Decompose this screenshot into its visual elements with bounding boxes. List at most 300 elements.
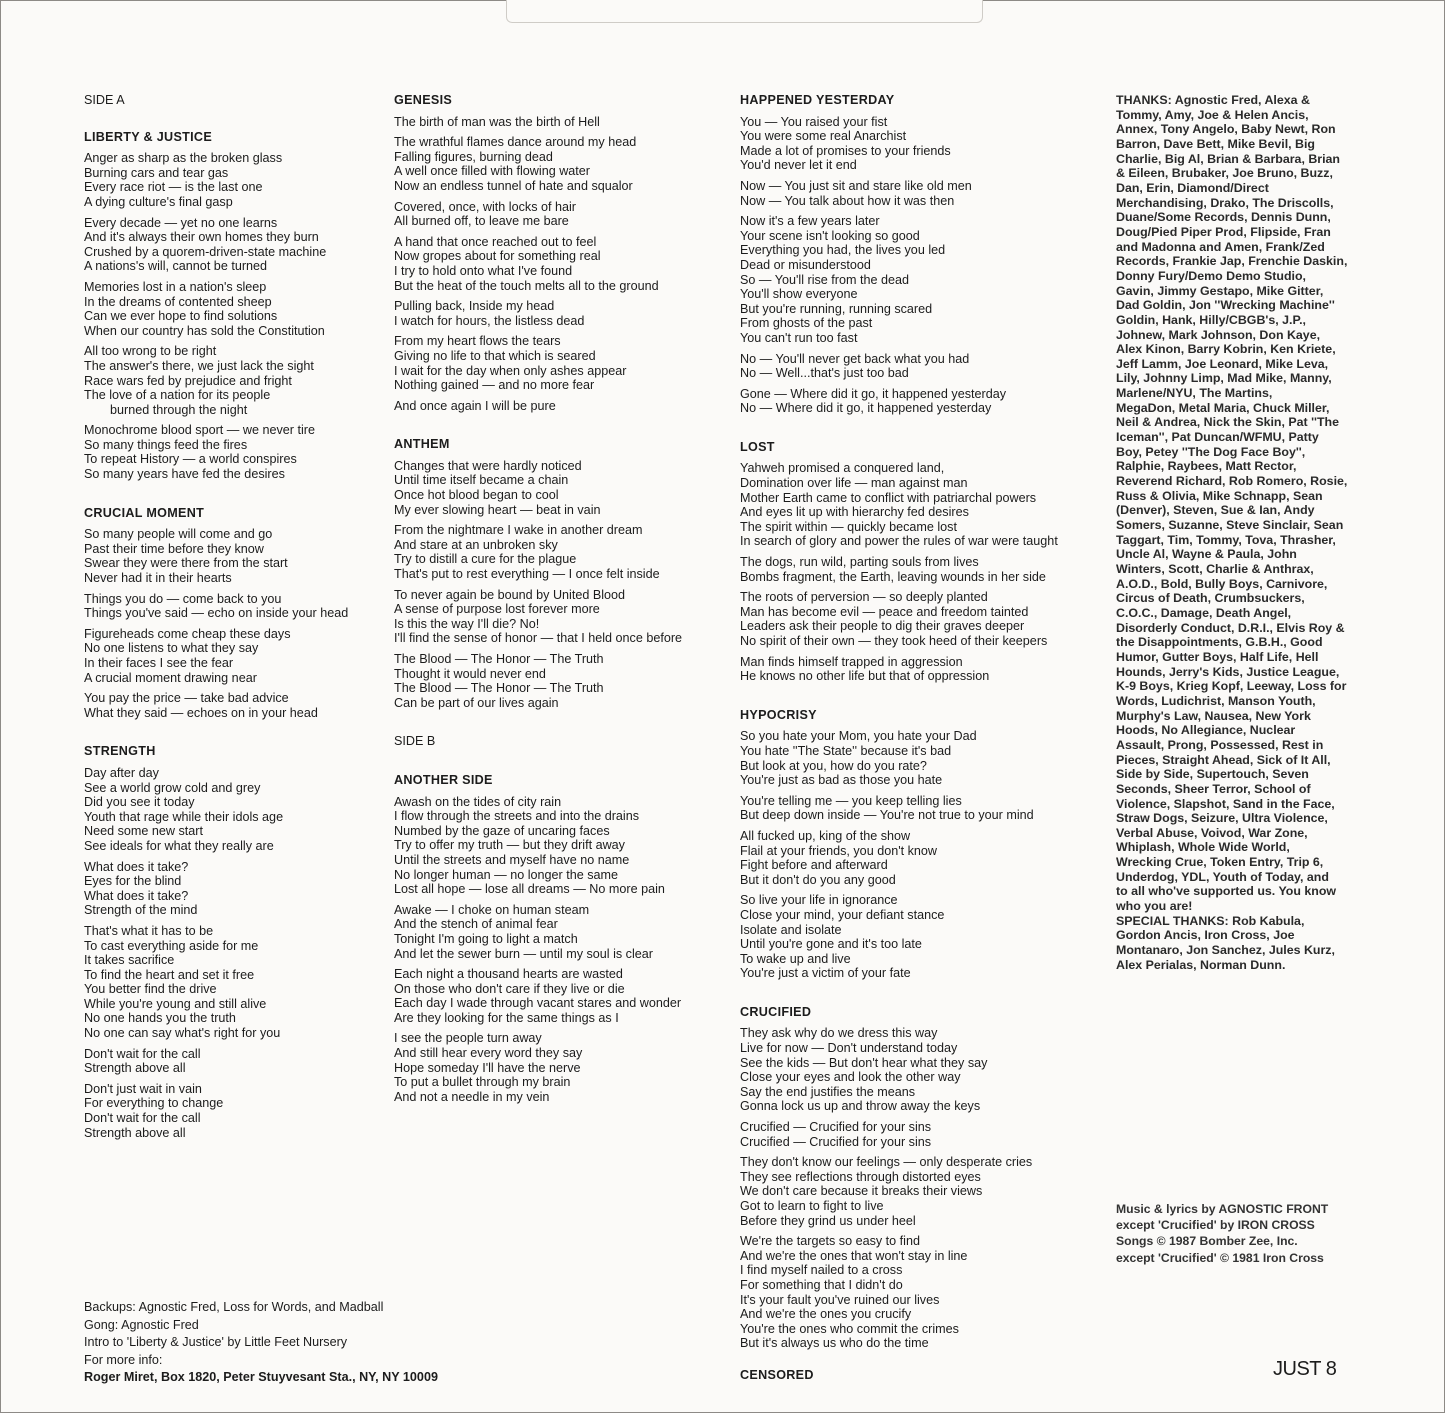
thanks-text: MegaDon, Metal Maria, Chuck Miller, bbox=[1116, 400, 1330, 415]
song-title: ANOTHER SIDE bbox=[394, 772, 493, 787]
lyric-line: Dead or misunderstood bbox=[740, 257, 871, 272]
stanza bbox=[740, 352, 1105, 381]
thanks-line bbox=[1116, 445, 1356, 460]
lyric-line: For everything to change bbox=[84, 1096, 224, 1111]
thanks-line bbox=[1116, 855, 1356, 870]
thanks-text: and Madonna and Amen, Frank/Zed bbox=[1116, 239, 1325, 254]
stanza bbox=[84, 627, 384, 685]
lyric-line: Crucified — Crucified for your sins bbox=[740, 1120, 932, 1135]
thanks-line bbox=[1116, 738, 1356, 753]
lyric-line: And the stench of animal fear bbox=[394, 917, 558, 932]
lyric-line: Strength of the mind bbox=[84, 903, 198, 918]
lyric-line: Strength above all bbox=[84, 1125, 186, 1140]
thanks-line bbox=[1116, 474, 1356, 489]
stanza bbox=[740, 461, 1105, 549]
lyric-line: To find the heart and set it free bbox=[84, 967, 255, 982]
lyric-line: I see the people turn away bbox=[394, 1031, 542, 1046]
lyric-line: No one listens to what they say bbox=[84, 641, 259, 656]
stanza bbox=[394, 795, 724, 897]
lyric-line: The dogs, run wild, parting souls from lives bbox=[740, 555, 979, 570]
thanks-line bbox=[1116, 797, 1356, 812]
lyric-line: So many years have fed the desires bbox=[84, 467, 285, 482]
lyric-line: Awash on the tides of city rain bbox=[394, 794, 562, 809]
thanks-text: Charlie, Big Al, Brian & Barbara, Brian bbox=[1116, 151, 1341, 166]
catalog-number: JUST 8 bbox=[1273, 1358, 1337, 1380]
thanks-text: Assault, Prong, Possessed, Rest in bbox=[1116, 737, 1324, 752]
stanza bbox=[740, 829, 1105, 887]
thanks-text: Words, Ludichrist, Manson Youth, bbox=[1116, 693, 1316, 708]
song-title: HYPOCRISY bbox=[740, 707, 817, 722]
thanks-line bbox=[1116, 606, 1356, 621]
lyric-line: Eyes for the blind bbox=[84, 874, 182, 889]
lyric-line: No one can say what's right for you bbox=[84, 1026, 281, 1041]
lyric-line: Nothing gained — and no more fear bbox=[394, 378, 595, 393]
thanks-text: Ralphie, Raybees, Matt Rector, bbox=[1116, 459, 1297, 474]
lyric-line: Strength above all bbox=[84, 1061, 186, 1076]
thanks-line bbox=[1116, 870, 1356, 885]
thanks-line bbox=[1116, 328, 1356, 343]
side-b-label: SIDE B bbox=[394, 734, 436, 749]
lyric-line: On those who don't care if they live or die bbox=[394, 981, 625, 996]
lyric-line: I find myself nailed to a cross bbox=[740, 1263, 903, 1278]
lyric-line: And not a needle in my vein bbox=[394, 1089, 550, 1104]
thanks-line bbox=[1116, 782, 1356, 797]
lyric-line: And stare at an unbroken sky bbox=[394, 537, 558, 552]
lyric-line: Until time itself became a chain bbox=[394, 473, 569, 488]
thanks-line bbox=[1116, 122, 1356, 137]
song bbox=[740, 708, 1105, 981]
lyric-line: Gonna lock us up and throw away the keys bbox=[740, 1099, 981, 1114]
stanza bbox=[84, 527, 384, 585]
thanks-block bbox=[1116, 93, 1356, 972]
stanza bbox=[740, 179, 1105, 208]
thanks-text: Somers, Suzanne, Steve Sinclair, Sean bbox=[1116, 518, 1344, 533]
stanza bbox=[394, 903, 724, 961]
lyric-line: Monochrome blood sport — we never tire bbox=[84, 423, 315, 438]
lyric-line: Now — You just sit and stare like old men bbox=[740, 178, 972, 193]
lyric-line: I try to hold onto what I've found bbox=[394, 263, 573, 278]
lyric-line: That's put to rest everything — I once felt inside bbox=[394, 567, 660, 582]
lyric-line: Until the streets and myself have no name bbox=[394, 852, 630, 867]
music-credit-line: except 'Crucified' © 1981 Iron Cross bbox=[1116, 1250, 1324, 1265]
stanza bbox=[740, 387, 1105, 416]
thanks-line bbox=[1116, 635, 1356, 650]
stanza bbox=[84, 592, 384, 621]
lyric-line: To wake up and live bbox=[740, 951, 851, 966]
thanks-text: to all who've supported us. You know bbox=[1116, 884, 1337, 899]
thanks-text: Annex, Tony Angelo, Baby Newt, Ron bbox=[1116, 122, 1336, 137]
stanza bbox=[394, 334, 724, 392]
thanks-text: Disorderly Conduct, D.R.I., Elvis Roy & bbox=[1116, 620, 1345, 635]
lyric-line: A nations's will, cannot be turned bbox=[84, 259, 268, 274]
thanks-line bbox=[1116, 591, 1356, 606]
lyric-line: No — Well...that's just too bad bbox=[740, 366, 909, 381]
lyric-line: And let the sewer burn — until my soul is clear bbox=[394, 946, 653, 961]
credit-line: Roger Miret, Box 1820, Peter Stuyvesant Sta., NY, NY 10009 bbox=[84, 1370, 438, 1385]
special-thanks-text: Montanaro, Jon Sanchez, Jules Kurz, bbox=[1116, 943, 1335, 958]
thanks-text: Boy, Petey ''The Dog Face Boy'', bbox=[1116, 444, 1306, 459]
lyric-line: Things you've said — echo on inside your head bbox=[84, 606, 349, 621]
lyric-line: No one hands you the truth bbox=[84, 1011, 236, 1026]
music-credit-line: Music & lyrics by AGNOSTIC FRONT bbox=[1116, 1202, 1329, 1216]
lyric-line: So many things feed the fires bbox=[84, 437, 248, 452]
thanks-text: A.O.D., Bold, Bully Boys, Carnivore, bbox=[1116, 576, 1328, 591]
thanks-text: Humor, Gutter Boys, Half Life, Hell bbox=[1116, 649, 1319, 664]
sleeve-notch bbox=[506, 0, 983, 23]
lyric-line: And it's always their own homes they burn bbox=[84, 230, 319, 245]
lyric-line: To cast everything aside for me bbox=[84, 938, 259, 953]
music-credit-line: except 'Crucified' by IRON CROSS bbox=[1116, 1218, 1315, 1233]
lyric-line: A dying culture's final gasp bbox=[84, 194, 233, 209]
lyric-line: No spirit of their own — they took heed of their keepers bbox=[740, 634, 1048, 648]
thanks-line bbox=[1116, 503, 1356, 518]
special-thanks-label: SPECIAL THANKS: bbox=[1116, 913, 1229, 928]
lyric-line: Domination over life — man against man bbox=[740, 476, 968, 491]
thanks-text: Russ & Olivia, Mike Schnapp, Sean bbox=[1116, 488, 1323, 503]
lyric-line: When our country has sold the Constitution bbox=[84, 323, 325, 338]
thanks-text: Seconds, Sheer Terror, School of bbox=[1116, 781, 1311, 796]
lyric-line: Need some new start bbox=[84, 824, 203, 839]
lyric-line: Thought it would never end bbox=[394, 666, 546, 681]
lyric-line: Fight before and afterward bbox=[740, 858, 888, 873]
thanks-text: who you are! bbox=[1116, 899, 1193, 914]
column-2 bbox=[394, 93, 724, 1128]
lyric-line: From my heart flows the tears bbox=[394, 334, 561, 349]
thanks-label: THANKS: bbox=[1116, 93, 1172, 107]
thanks-text: Records, Frankie Jap, Frenchie Daskin, bbox=[1116, 254, 1348, 269]
song-title: LOST bbox=[740, 439, 775, 454]
thanks-text: Marlene/NYU, The Martins, bbox=[1116, 386, 1273, 401]
lyric-line: Falling figures, burning dead bbox=[394, 149, 553, 164]
lyric-line: To put a bullet through my brain bbox=[394, 1075, 571, 1090]
lyric-line: burned through the night bbox=[110, 402, 248, 417]
lyric-line: Awake — I choke on human steam bbox=[394, 902, 590, 917]
stanza bbox=[740, 214, 1105, 345]
lyric-line: Man finds himself trapped in aggression bbox=[740, 654, 963, 669]
lyric-line: Everything you had, the lives you led bbox=[740, 243, 946, 258]
lyric-line: Every decade — yet no one learns bbox=[84, 215, 278, 230]
thanks-line bbox=[1116, 459, 1356, 474]
lyric-line: No longer human — no longer the same bbox=[394, 867, 619, 882]
thanks-text: Merchandising, Drako, The Driscolls, bbox=[1116, 195, 1334, 210]
column-2-songs bbox=[394, 93, 724, 710]
song-title: STRENGTH bbox=[84, 744, 156, 759]
thanks-text: (Denver), Steven, Sue & Ian, Andy bbox=[1116, 503, 1315, 518]
lyric-line: And we're the ones that won't stay in line bbox=[740, 1248, 968, 1263]
credit-line: Backups: Agnostic Fred, Loss for Words, and Madball bbox=[84, 1300, 384, 1314]
thanks-line bbox=[1116, 840, 1356, 855]
thanks-line bbox=[1116, 254, 1356, 269]
lyric-line: Live for now — Don't understand today bbox=[740, 1041, 958, 1056]
thanks-line bbox=[1116, 723, 1356, 738]
lyric-line: Your scene isn't looking so good bbox=[740, 228, 920, 243]
lyric-line: It's your fault you've ruined our lives bbox=[740, 1292, 940, 1307]
thanks-line bbox=[1116, 93, 1356, 108]
thanks-text: Reverend Richard, Rob Romero, Rosie, bbox=[1116, 474, 1348, 489]
song-title: CRUCIAL MOMENT bbox=[84, 505, 205, 520]
song bbox=[394, 93, 724, 413]
thanks-text: Wrecking Crue, Token Entry, Trip 6, bbox=[1116, 855, 1324, 870]
thanks-text: Winters, Scott, Charlie & Anthrax, bbox=[1116, 562, 1314, 576]
thanks-line bbox=[1116, 386, 1356, 401]
lyric-line: See the kids — But don't hear what they say bbox=[740, 1055, 988, 1070]
lyric-line: Try to offer my truth — but they drift away bbox=[394, 838, 625, 853]
thanks-line bbox=[1116, 166, 1356, 181]
stanza bbox=[84, 924, 384, 1041]
thanks-line bbox=[1116, 225, 1356, 240]
lyric-line: In the dreams of contented sheep bbox=[84, 294, 272, 309]
thanks-line bbox=[1116, 826, 1356, 841]
lyric-line: You're telling me — you keep telling lies bbox=[740, 793, 962, 808]
lyric-line: A hand that once reached out to feel bbox=[394, 234, 597, 249]
stanza bbox=[84, 216, 384, 274]
lyric-line: Every race riot — is the last one bbox=[84, 180, 263, 195]
thanks-line bbox=[1116, 357, 1356, 372]
lyric-line: Don't just wait in vain bbox=[84, 1081, 202, 1096]
song-title: GENESIS bbox=[394, 93, 453, 107]
lyric-line: Once hot blood began to cool bbox=[394, 488, 559, 503]
lyric-line: Memories lost in a nation's sleep bbox=[84, 279, 267, 294]
lyric-line: You're just a victim of your fate bbox=[740, 966, 911, 981]
thanks-text: K-9 Boys, Krieg Kopf, Leeway, Loss for bbox=[1116, 679, 1347, 694]
lyric-line: Until you're gone and it's too late bbox=[740, 937, 922, 952]
thanks-line bbox=[1116, 342, 1356, 357]
thanks-text: Verbal Abuse, Voivod, War Zone, bbox=[1116, 825, 1308, 840]
lyric-line: To never again be bound by United Blood bbox=[394, 587, 626, 602]
thanks-text: Iceman'', Pat Duncan/WFMU, Patty bbox=[1116, 430, 1319, 445]
thanks-text: Johnew, Mark Johnson, Don Kaye, bbox=[1116, 327, 1321, 342]
song-title: ANTHEM bbox=[394, 437, 450, 452]
lyric-line: The love of a nation for its people bbox=[84, 388, 271, 403]
thanks-line bbox=[1116, 430, 1356, 445]
column-3-songs bbox=[740, 93, 1105, 1351]
lyric-line: Mother Earth came to conflict with patriarchal powers bbox=[740, 490, 1037, 505]
thanks-line bbox=[1116, 884, 1356, 899]
thanks-text: Circus of Death, Crumbsuckers, bbox=[1116, 591, 1305, 606]
lyric-line: And still hear every word they say bbox=[394, 1046, 583, 1061]
stanza bbox=[394, 523, 724, 581]
lyric-line: Figureheads come cheap these days bbox=[84, 626, 291, 641]
lyric-line: Can be part of our lives again bbox=[394, 695, 559, 710]
thanks-line bbox=[1116, 152, 1356, 167]
lyric-line: Try to distill a cure for the plague bbox=[394, 552, 577, 567]
thanks-text: Alex Kinon, Barry Kobrin, Ken Kriete, bbox=[1116, 342, 1336, 357]
lyric-line: Covered, once, with locks of hair bbox=[394, 199, 576, 214]
lyric-line: You can't run too fast bbox=[740, 330, 858, 345]
lyric-line: From the nightmare I wake in another dream bbox=[394, 523, 643, 538]
lyric-line: Made a lot of promises to your friends bbox=[740, 143, 951, 158]
lyric-line: While you're young and still alive bbox=[84, 996, 267, 1011]
lyric-line: A crucial moment drawing near bbox=[84, 670, 257, 685]
stanza bbox=[740, 729, 1105, 787]
thanks-line bbox=[1116, 811, 1356, 826]
lyric-line: You pay the price — take bad advice bbox=[84, 691, 289, 706]
lyric-line: Can we ever hope to find solutions bbox=[84, 309, 278, 324]
lyric-line: But it don't do you any good bbox=[740, 872, 896, 887]
stanza bbox=[740, 555, 1105, 584]
lyric-line: Are they looking for the same things as I bbox=[394, 1010, 619, 1025]
lyric-line: Youth that rage while their idols age bbox=[84, 809, 284, 824]
thanks-text: the Disappointments, G.B.H., Good bbox=[1116, 635, 1323, 650]
credit-line: Intro to 'Liberty & Justice' by Little Feet Nursery bbox=[84, 1335, 348, 1350]
lyric-line: Each day I wade through vacant stares and wonder bbox=[394, 996, 682, 1011]
lyric-line: Giving no life to that which is seared bbox=[394, 348, 596, 363]
lyric-line: You're the ones who commit the crimes bbox=[740, 1321, 959, 1336]
stanza bbox=[394, 200, 724, 229]
lyric-line: Now it's a few years later bbox=[740, 214, 880, 229]
thanks-text: Goldin, Hank, Hilly/CBGB's, J.P., bbox=[1116, 312, 1306, 327]
thanks-line bbox=[1116, 753, 1356, 768]
lyric-line: From ghosts of the past bbox=[740, 316, 873, 331]
column-side-a bbox=[84, 93, 384, 1164]
lyric-line: Did you see it today bbox=[84, 795, 195, 810]
stanza bbox=[740, 115, 1105, 173]
lyric-line: The Blood — The Honor — The Truth bbox=[394, 681, 604, 696]
song bbox=[84, 744, 384, 1140]
lyric-line: Now an endless tunnel of hate and squalor bbox=[394, 178, 633, 193]
lyric-line: Gone — Where did it go, it happened yesterday bbox=[740, 386, 1007, 401]
lyric-line: And eyes lit up with hierarchy fed desires bbox=[740, 505, 969, 520]
lyric-line: I'll find the sense of honor — that I held once before bbox=[394, 631, 683, 646]
lyric-line: What does it take? bbox=[84, 859, 189, 874]
lyric-line: You hate ''The State'' because it's bad bbox=[740, 743, 952, 758]
lyric-line: Lost all hope — lose all dreams — No more pain bbox=[394, 882, 665, 897]
stanza bbox=[84, 344, 384, 417]
thanks-line bbox=[1116, 577, 1356, 592]
lyric-line: So many people will come and go bbox=[84, 527, 273, 542]
stanza bbox=[84, 691, 384, 720]
thanks-line bbox=[1116, 240, 1356, 255]
thanks-text: Murphy's Law, Nausea, New York bbox=[1116, 708, 1311, 723]
lyric-line: So live your life in ignorance bbox=[740, 893, 898, 908]
thanks-line bbox=[1116, 210, 1356, 225]
music-credit-line: Songs © 1987 Bomber Zee, Inc. bbox=[1116, 1234, 1298, 1249]
thanks-text: Donny Fury/Demo Demo Studio, bbox=[1116, 268, 1306, 283]
lyric-line: But look at you, how do you rate? bbox=[740, 758, 927, 773]
stanza bbox=[740, 1155, 1105, 1228]
thanks-text: Taggart, Tim, Tommy, Tova, Thrasher, bbox=[1116, 532, 1336, 547]
thanks-text: Hoods, No Allegiance, Nuclear bbox=[1116, 723, 1296, 738]
thanks-line bbox=[1116, 489, 1356, 504]
lyric-line: Swear they were there from the start bbox=[84, 556, 288, 571]
lyric-line: See ideals for what they really are bbox=[84, 838, 274, 853]
lyric-line: Now gropes about for something real bbox=[394, 249, 601, 264]
lyric-line: Man has become evil — peace and freedom tainted bbox=[740, 604, 1029, 619]
lyric-line: He knows no other life but that of oppression bbox=[740, 669, 990, 684]
lyric-line: In their faces I see the fear bbox=[84, 656, 234, 670]
special-thanks-line bbox=[1116, 943, 1356, 958]
stanza bbox=[84, 151, 384, 209]
lyric-line: What they said — echoes on in your head bbox=[84, 705, 318, 720]
lyric-line: The birth of man was the birth of Hell bbox=[394, 114, 600, 129]
column-thanks bbox=[1116, 93, 1356, 972]
song bbox=[394, 773, 724, 1104]
thanks-text: Dad Goldin, Jon ''Wrecking Machine'' bbox=[1116, 298, 1335, 313]
lyric-line: Anger as sharp as the broken glass bbox=[84, 151, 283, 166]
side-a-label: SIDE A bbox=[84, 93, 125, 107]
lyric-line: You better find the drive bbox=[84, 982, 217, 997]
lyric-line: You — You raised your fist bbox=[740, 114, 888, 129]
lyric-line: I wait for the day when only ashes appear bbox=[394, 363, 627, 378]
thanks-line bbox=[1116, 665, 1356, 680]
stanza bbox=[740, 655, 1105, 684]
lyric-line: Past their time before they know bbox=[84, 541, 264, 556]
song bbox=[84, 506, 384, 721]
thanks-line bbox=[1116, 621, 1356, 636]
stanza bbox=[394, 588, 724, 646]
lyric-line: Day after day bbox=[84, 765, 159, 780]
thanks-text: Gavin, Jimmy Gestapo, Mike Gitter, bbox=[1116, 283, 1324, 298]
thanks-line bbox=[1116, 533, 1356, 548]
stanza bbox=[394, 115, 724, 130]
lyric-line: Got to learn to fight to live bbox=[740, 1199, 884, 1213]
lyric-line: And we're the ones you crucify bbox=[740, 1307, 912, 1322]
stanza bbox=[394, 459, 724, 517]
thanks-text: Hounds, Jerry's Kids, Justice League, bbox=[1116, 664, 1340, 679]
thanks-text: Duane/Some Records, Dennis Dunn, bbox=[1116, 210, 1331, 225]
lyric-line: The wrathful flames dance around my head bbox=[394, 135, 637, 150]
stanza bbox=[394, 399, 724, 414]
thanks-line bbox=[1116, 401, 1356, 416]
stanza bbox=[84, 423, 384, 481]
song-title-censored: CENSORED bbox=[740, 1368, 814, 1382]
lyric-line: Pulling back, Inside my head bbox=[394, 299, 555, 314]
stanza bbox=[740, 1234, 1105, 1351]
stanza bbox=[84, 1047, 384, 1076]
stanza bbox=[84, 1082, 384, 1140]
thanks-text: Side by Side, Supertouch, Seven bbox=[1116, 767, 1309, 782]
thanks-line bbox=[1116, 298, 1356, 313]
thanks-line bbox=[1116, 694, 1356, 709]
credit-line: Gong: Agnostic Fred bbox=[84, 1317, 199, 1332]
thanks-line bbox=[1116, 709, 1356, 724]
stanza bbox=[740, 1026, 1105, 1114]
thanks-text: Jeff Lamm, Joe Leonard, Mike Leva, bbox=[1116, 356, 1329, 371]
lyric-line: Say the end justifies the means bbox=[740, 1084, 916, 1099]
thanks-line bbox=[1116, 313, 1356, 328]
lyric-line: All fucked up, king of the show bbox=[740, 828, 911, 843]
lyric-line: Tonight I'm going to light a match bbox=[394, 931, 578, 946]
thanks-text: Dan, Erin, Diamond/Direct bbox=[1116, 180, 1269, 195]
stanza bbox=[740, 893, 1105, 981]
lyric-line: Before they grind us under heel bbox=[740, 1213, 916, 1228]
thanks-line bbox=[1116, 518, 1356, 533]
stanza bbox=[740, 794, 1105, 823]
lyric-line: They see reflections through distorted eyes bbox=[740, 1169, 981, 1184]
special-thanks-line bbox=[1116, 914, 1356, 929]
thanks-line bbox=[1116, 415, 1356, 430]
lyric-line: In search of glory and power the rules of war were taught bbox=[740, 534, 1058, 549]
lyric-line: What does it take? bbox=[84, 888, 189, 903]
lyric-line: But the heat of the touch melts all to the ground bbox=[394, 278, 659, 293]
lyric-line: I watch for hours, the listless dead bbox=[394, 313, 585, 328]
lyric-line: See a world grow cold and grey bbox=[84, 780, 261, 795]
lyric-line: So — You'll rise from the dead bbox=[740, 272, 910, 287]
special-thanks-line bbox=[1116, 928, 1356, 943]
music-credits bbox=[1116, 1201, 1328, 1266]
lyric-line: Close your eyes and look the other way bbox=[740, 1070, 961, 1085]
thanks-text: Whiplash, Whole Wide World, bbox=[1116, 840, 1290, 855]
song-title: HAPPENED YESTERDAY bbox=[740, 93, 895, 107]
lyric-line: For something that I didn't do bbox=[740, 1277, 903, 1292]
lyric-line: Never had it in their hearts bbox=[84, 571, 232, 586]
stanza bbox=[740, 590, 1105, 648]
stanza bbox=[394, 235, 724, 293]
thanks-line bbox=[1116, 767, 1356, 782]
thanks-line bbox=[1116, 269, 1356, 284]
lyric-line: Numbed by the gaze of uncaring faces bbox=[394, 823, 610, 838]
thanks-line bbox=[1116, 650, 1356, 665]
